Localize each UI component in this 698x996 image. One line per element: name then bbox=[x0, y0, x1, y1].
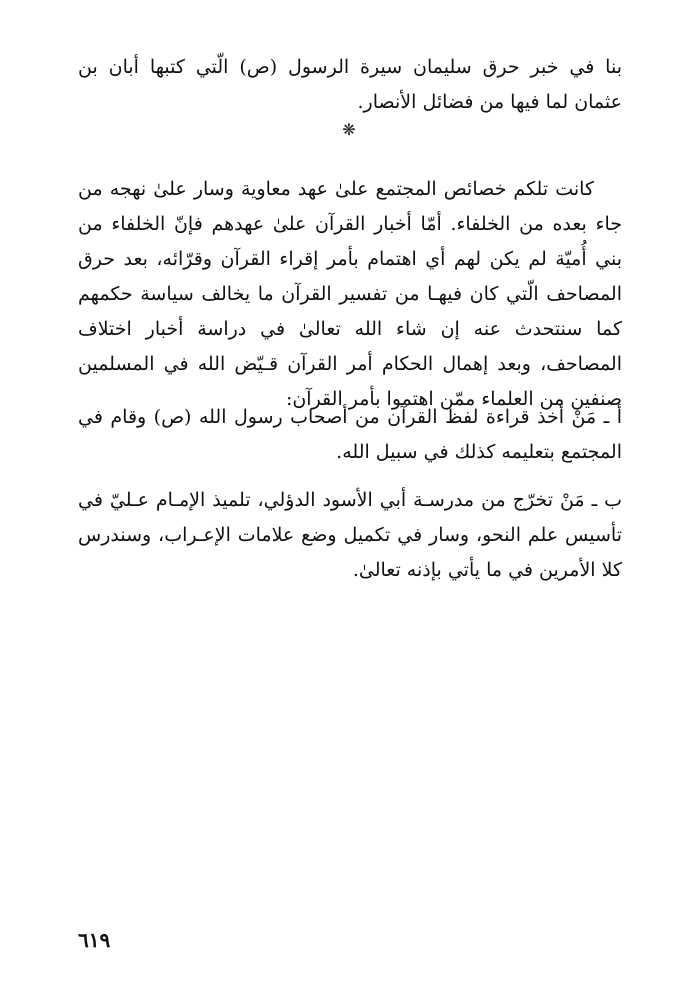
main-paragraph-block bbox=[78, 172, 622, 417]
list-item-alef-block bbox=[78, 400, 622, 470]
list-item-alef: أ ـ مَنْ أخذ قراءة لفظ القرآن من أصحاب رسول الله (ص) وقام في المجتمع بتعليمه كذلك في سبيل الله. bbox=[78, 406, 622, 463]
main-paragraph: كانت تلكم خصائص المجتمع علىٰ عهد معاوية وسار علىٰ نهجه من جاء بعده من الخلفاء. أمّا أخبار القرآن علىٰ عهدهم فإنّ الخلفاء من بني أُميّة لم يكن لهم أي اهتمام بأمر إقراء القرآن وقرّائه، بعد حرق المصاحف الّتي كان فيهـا من تفسير القرآن ما يخالف سياسة حكمهم كما سنتحدث عنه إن شاء الله تعالىٰ في دراسة أخبار اختلاف المصاحف، وبعد إهمال الحكام أمر القرآن قـيّض الله في المسلمين صنفين من العلماء ممّن اهتموا بأمر القرآن: bbox=[78, 178, 622, 410]
list-item-beh-block bbox=[78, 483, 622, 588]
intro-paragraph-block bbox=[78, 50, 622, 120]
section-separator-asterisk: ❋ bbox=[342, 120, 356, 139]
list-item-beh: ب ـ مَنْ تخرّج من مدرسـة أبي الأسود الدؤلي، تلميذ الإمـام عـليّ في تأسيس علم النحو، وسار في تكميل وضع علامات الإعـراب، وسندرس كلا الأمرين في ما يأتي بإذنه تعالىٰ. bbox=[78, 489, 622, 581]
intro-paragraph: بنا في خبر حرق سليمان سيرة الرسول (ص) الّتي كتبها أبان بن عثمان لما فيها من فضائل الأنصار. bbox=[78, 56, 622, 113]
page-number: ٦١٩ bbox=[78, 928, 111, 952]
